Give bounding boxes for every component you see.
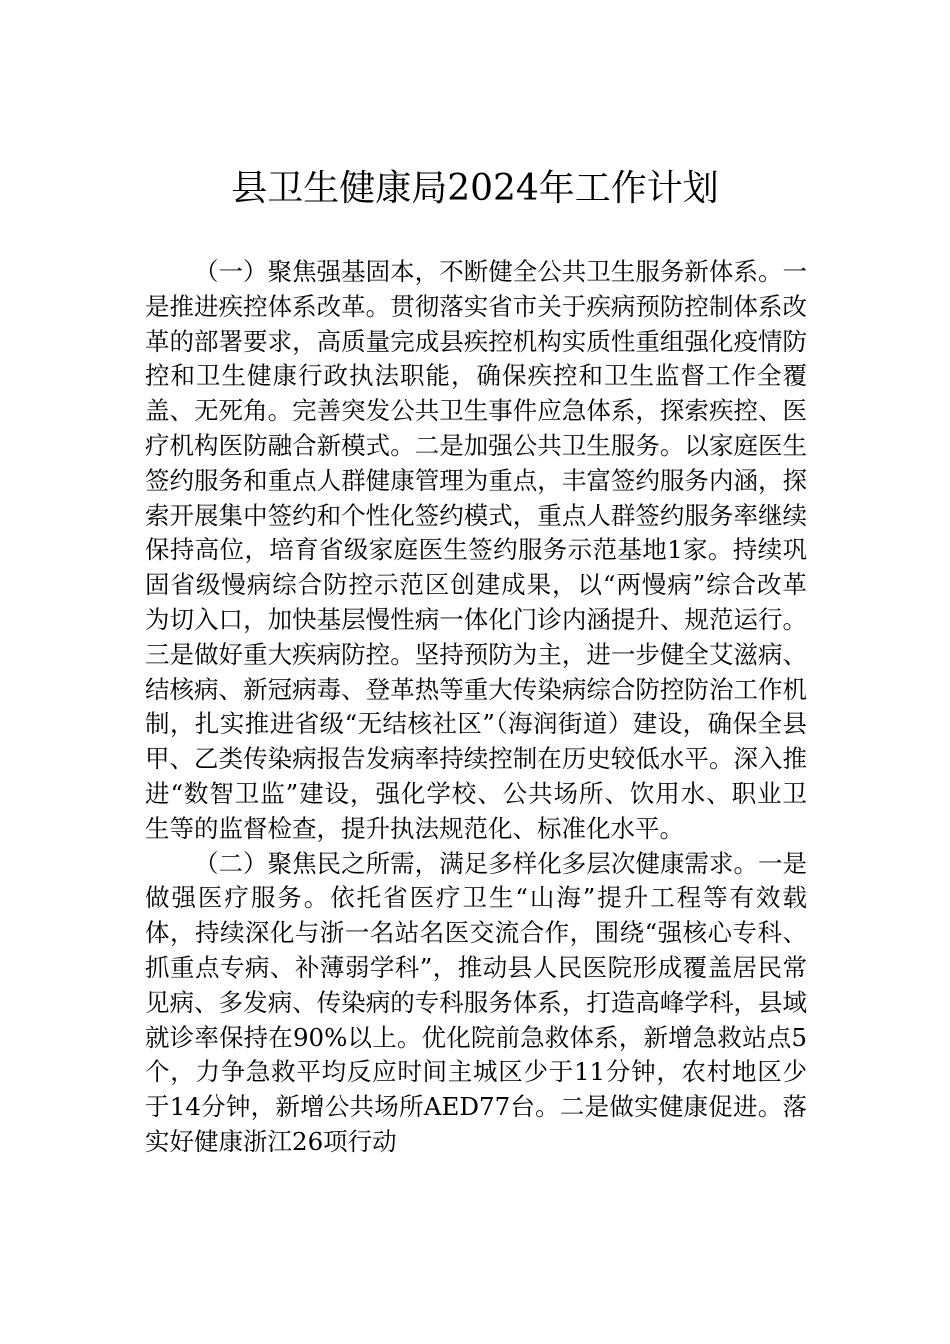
document-body [145,255,807,1160]
paragraph-2: （二）聚焦民之所需，满足多样化多层次健康需求。一是做强医疗服务。依托省医疗卫生“山海”提升工程等有效载体，持续深化与浙一名站名医交流合作，围绕“强核心专科、抓重点专病、补薄弱学科”，推动县人民医院形成覆盖居民常见病、多发病、传染病的专科服务体系，打造高峰学科，县域就诊率保持在90%以上。优化院前急救体系，新增急救站点5个，力争急救平均反应时间主城区少于11分钟，农村地区少于14分钟，新增公共场所AED77台。二是做实健康促进。落实好健康浙江26项行动 [145,848,807,1156]
paragraph-1: （一）聚焦强基固本，不断健全公共卫生服务新体系。一是推进疾控体系改革。贯彻落实省市关于疾病预防控制体系改革的部署要求，高质量完成县疾控机构实质性重组强化疫情防控和卫生健康行政执法职能，确保疾控和卫生监督工作全覆盖、无死角。完善突发公共卫生事件应急体系，探索疾控、医疗机构医防融合新模式。二是加强公共卫生服务。以家庭医生签约服务和重点人群健康管理为重点，丰富签约服务内涵，探索开展集中签约和个性化签约模式，重点人群签约服务率继续保持高位，培育省级家庭医生签约服务示范基地1家。持续巩固省级慢病综合防控示范区创建成果，以“两慢病”综合改革为切入口，加快基层慢性病一体化门诊内涵提升、规范运行。三是做好重大疾病防控。坚持预防为主，进一步健全艾滋病、结核病、新冠病毒、登革热等重大传染病综合防控防治工作机制，扎实推进省级“无结核社区”（海润街道）建设，确保全县甲、乙类传染病报告发病率持续控制在历史较低水平。深入推进“数智卫监”建设，强化学校、公共场所、饮用水、职业卫生等的监督检查，提升执法规范化、标准化水平。 [145,257,807,843]
document-title: 县卫生健康局2024年工作计划 [231,168,719,209]
